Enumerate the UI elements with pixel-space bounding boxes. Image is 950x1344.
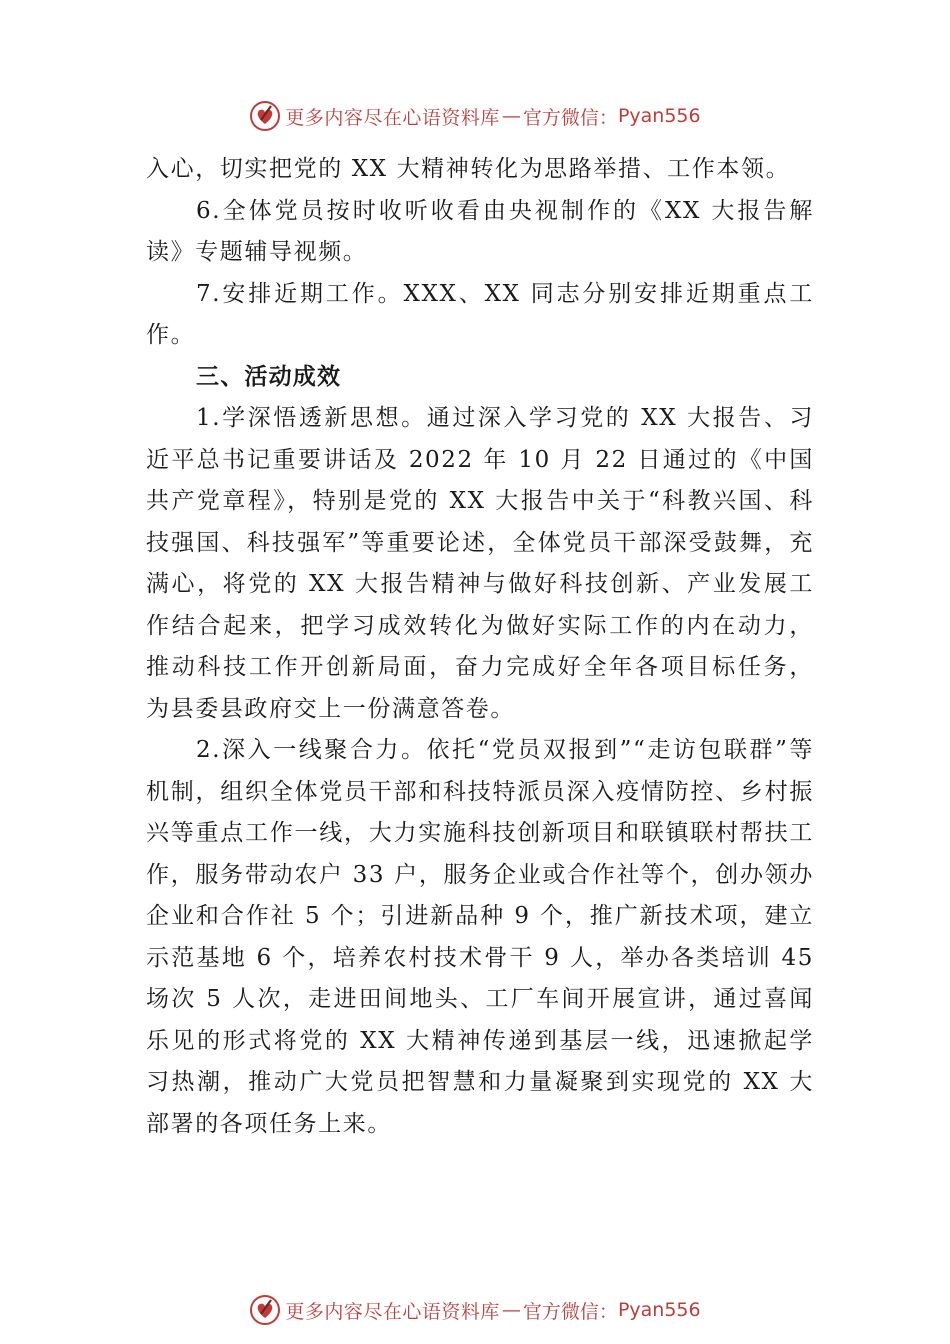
watermark-separator: —: [501, 1299, 521, 1321]
watermark-text: 更多内容尽在心语资料库: [285, 106, 500, 129]
document-body: [146, 149, 814, 1145]
heart-pen-logo-icon: [249, 1294, 281, 1326]
paragraph-item-6: 6.全体党员按时收听收看由央视制作的《XX 大报告解读》专题辅导视频。: [146, 197, 814, 265]
paragraph-result-2: 2.深入一线聚合力。依托“党员双报到”“走访包联群”等机制，组织全体党员干部和科技特派员深入疫情防控、乡村振兴等重点工作一线，大力实施科技创新项目和联镇联村帮扶工作，服务带动农户 33 户，服务企业或合作社等个，创办领办企业和合作社 5 个；引进新品种 9 个，推广新技术项，建立示范基地 6 个，培养农村技术骨干 9 人，举办各类培训 45 场次 5 人次，走进田间地头、工厂车间开展宣讲，通过喜闻乐见的形式将党的 XX 大精神传递到基层一线，迅速掀起学习热潮，推动广大党员把智慧和力量凝聚到实现党的 XX 大部署的各项任务上来。: [146, 737, 814, 1137]
heart-pen-logo-icon: [249, 100, 281, 132]
watermark-text: 更多内容尽在心语资料库: [285, 1300, 500, 1323]
paragraph-continuation: 入心，切实把党的 XX 大精神转化为思路举措、工作本领。: [146, 156, 791, 182]
footer-watermark: [0, 1290, 950, 1330]
watermark-official-label: 官方微信：: [522, 106, 618, 129]
watermark-official-label: 官方微信：: [522, 1300, 618, 1323]
watermark-wechat-id: Pyan556: [617, 105, 701, 127]
paragraph-result-1: 1.学深悟透新思想。通过深入学习党的 XX 大报告、习近平总书记重要讲话及 2022 年 10 月 22 日通过的《中国共产党章程》，特别是党的 XX 大报告中关于“科教兴国、科技强国、科技强军”等重要论述，全体党员干部深受鼓舞，充满心，将党的 XX 大报告精神与做好科技创新、产业发展工作结合起来，把学习成效转化为做好实际工作的内在动力， 推动科技工作开创新局面，奋力完成好全年各项目标任务， 为县委县政府交上一份满意答卷。: [146, 405, 814, 722]
paragraph-item-7: 7.安排近期工作。XXX、XX 同志分别安排近期重点工作。: [146, 280, 814, 348]
section-heading: 三、活动成效: [196, 363, 342, 390]
watermark-wechat-id: Pyan556: [617, 1299, 701, 1321]
watermark-separator: —: [501, 105, 521, 127]
header-watermark: [0, 96, 950, 136]
